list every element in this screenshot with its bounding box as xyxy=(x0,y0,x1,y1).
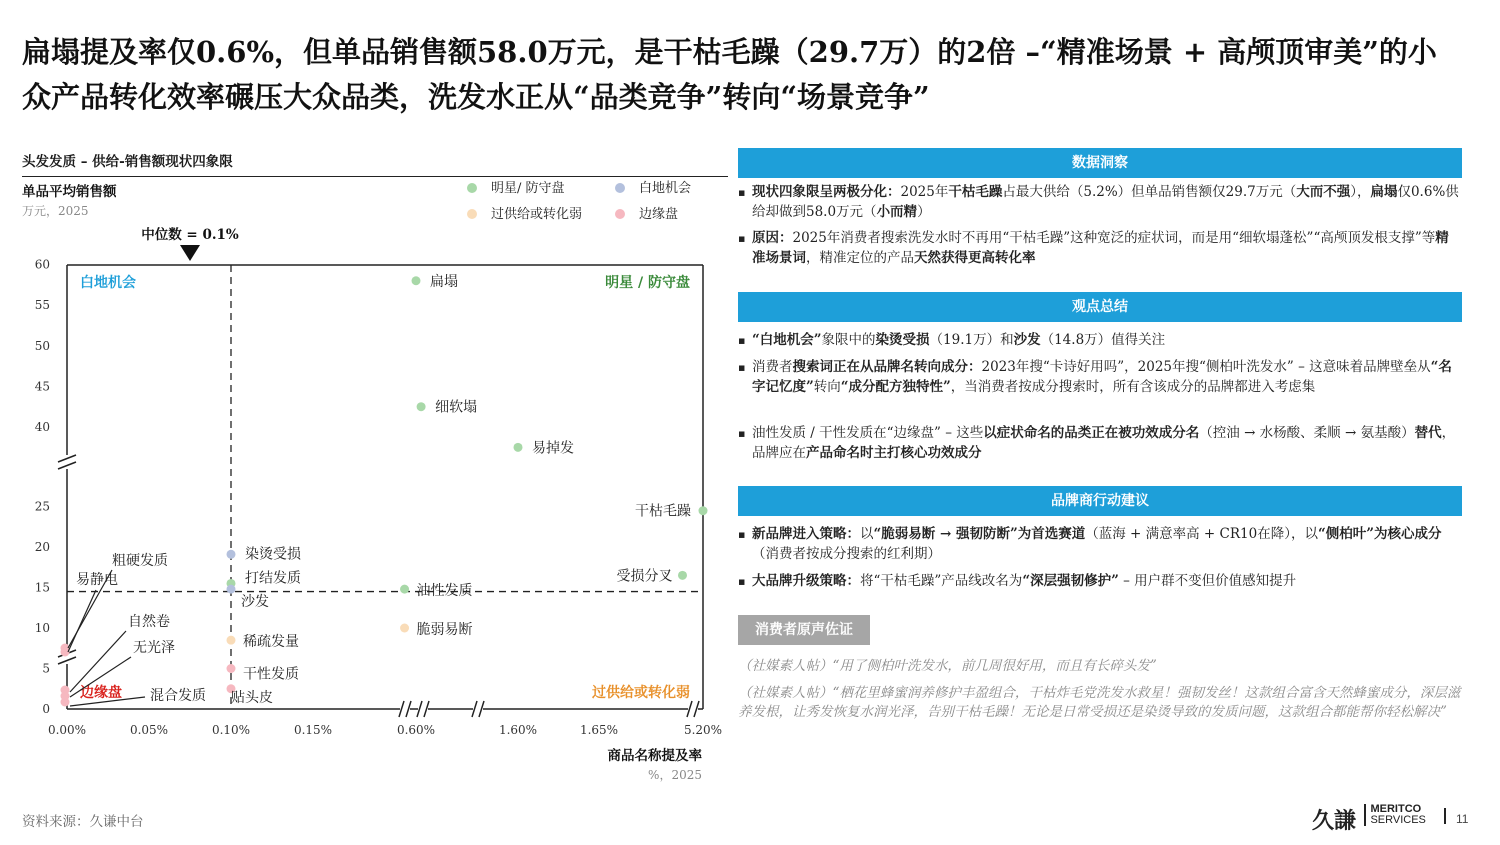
median-marker xyxy=(180,245,200,261)
bullet-text: 占最大供给（5.2%）但单品销售额仅29.7万元（ xyxy=(1002,184,1297,200)
summary-bullet-2 xyxy=(752,358,1462,397)
bullet-text: 搜索词正在从品牌名转向成分： xyxy=(792,359,982,375)
point-label: 贴头皮 xyxy=(231,689,273,706)
point-label: 油性发质 xyxy=(416,583,473,600)
legend-label: 明星/ 防守盘 xyxy=(491,181,565,196)
point-label: 染烫受损 xyxy=(245,546,301,563)
bullet-text: 天然获得更高转化率 xyxy=(914,249,1036,266)
point-label: 脆弱易断 xyxy=(416,622,473,638)
y-tick-label: 55 xyxy=(34,298,50,313)
source-note: 资料来源：久谦中台 xyxy=(22,814,144,830)
y-tick-label: 20 xyxy=(34,540,50,554)
bullet-text: （蓝海 + 满意率高 + CR10在降），以 xyxy=(1085,526,1318,542)
quadrant-top-left: 白地机会 xyxy=(80,275,136,291)
quote-2: （社媒素人帖）“栖花里蜂蜜润养修护丰盈组合，干枯炸毛党洗发水救星！强韧发丝！这款组合富含天然蜂蜜成分，深层滋养发根，让秀发恢复水润光泽，告别干枯毛躁！无论是日常受损还是染烫导致的发质问题，这款组合都能帮你轻松解决” xyxy=(738,685,1461,720)
bullet-text: 染烫受损 xyxy=(875,332,930,348)
bullet-text: 将“干枯毛躁”产品线改名为 xyxy=(860,573,1023,589)
point-label: 易掉发 xyxy=(532,440,574,457)
y-tick-label: 10 xyxy=(34,621,50,635)
bullet-text: （消费者按成分搜索的红利期） xyxy=(752,545,941,562)
chart-header: 头发发质 – 供给-销售额现状四象限 xyxy=(22,150,728,177)
bullet-text: （14.8万）值得关注 xyxy=(1040,332,1166,348)
bullet-text: 2025年 xyxy=(900,184,949,200)
data-point xyxy=(400,585,409,594)
bullet-text: 产品命名时主打核心功效成分 xyxy=(806,444,982,461)
legend-label: 边缘盘 xyxy=(639,207,679,222)
point-label: 干性发质 xyxy=(243,666,299,683)
data-point xyxy=(514,443,523,452)
action-heading: 品牌商行动建议 xyxy=(738,486,1462,516)
bullet-text: ，精准定位的产品 xyxy=(806,249,914,266)
bullet-text: 转向 xyxy=(813,378,841,395)
quote-1: （社媒素人帖）“用了侧柏叶洗发水，前几周很好用，而且有长碎头发” xyxy=(738,658,1157,674)
legend-marker xyxy=(467,183,477,193)
bullet-text: 干枯毛躁 xyxy=(948,184,1003,200)
median-label: 中位数 = 0.1% xyxy=(141,227,239,243)
data-point xyxy=(227,550,236,559)
insight-heading: 数据洞察 xyxy=(738,148,1462,178)
summary-bullet-3 xyxy=(752,424,1462,463)
bullet-text: 以症状命名的品类正在被功效成分名 xyxy=(983,425,1200,441)
y-axis-title: 单品平均销售额 xyxy=(22,184,117,200)
bullet-text: 现状四象限呈两极分化： xyxy=(752,184,901,200)
bullet-text: ） xyxy=(917,203,931,220)
y-tick-label: 45 xyxy=(34,379,50,394)
bullet-text: 2023年搜“卡诗好用吗”，2025年搜“侧柏叶洗发水” – 这意味着品牌壁垒从 xyxy=(981,359,1431,375)
x-tick-label: 0.60% xyxy=(396,723,436,737)
summary-bullet-1 xyxy=(752,331,1462,351)
data-point xyxy=(400,624,409,633)
x-tick-label: 0.10% xyxy=(211,723,251,737)
bullet-text: 消费者 xyxy=(752,359,793,375)
data-point xyxy=(227,636,236,645)
action-bullet-1 xyxy=(752,525,1462,564)
bullet-text: 沙发 xyxy=(1013,332,1041,348)
y-tick-label: 40 xyxy=(34,420,50,434)
bullet-text: （控油 → 水杨酸、柔顺 → 氨基酸） xyxy=(1199,425,1415,441)
point-label: 稀疏发量 xyxy=(243,634,299,651)
bullet-text: – 用户群不变但价值感知提升 xyxy=(1118,573,1297,589)
data-point xyxy=(412,276,421,285)
bullet-text: “白地机会” xyxy=(752,332,822,348)
bullet-text: “深层强韧修护” xyxy=(1022,573,1119,589)
data-point xyxy=(699,506,708,515)
bullet-text: 象限中的 xyxy=(821,332,876,348)
quadrant-top-right: 明星 / 防守盘 xyxy=(605,275,690,291)
legend-marker xyxy=(467,209,477,219)
page-title: 扁塌提及率仅0.6%，但单品销售额58.0万元，是干枯毛躁（29.7万）的2倍 –“精准场景 + 高颅顶审美”的小众产品转化效率碾压大众品类，洗发水正从“品类竞争”转向“场景竞争” xyxy=(22,35,1437,114)
legend-label: 过供给或转化弱 xyxy=(491,207,583,222)
bullet-text: “侧柏叶”为核心成分 xyxy=(1317,526,1442,542)
bullet-text: 大而不强 xyxy=(1296,184,1351,200)
y-tick-label: 50 xyxy=(34,338,50,353)
bullet-text: 精准场景词 xyxy=(752,230,1449,266)
y-axis-unit: 万元，2025 xyxy=(22,204,89,218)
x-tick-label: 0.00% xyxy=(47,723,87,737)
quadrant-bottom-right: 过供给或转化弱 xyxy=(592,685,690,701)
legend-marker xyxy=(615,209,625,219)
bullet-text: ，当消费者按成分搜索时，所有含该成分的品牌都进入考虑集 xyxy=(950,378,1316,395)
meritco-logo xyxy=(1312,804,1446,835)
bullet-text: 2025年消费者搜索洗发水时不再用“干枯毛躁”这种宽泛的症状词，而是用“细软塌蓬松”“高颅顶发根支撑”等 xyxy=(792,230,1436,246)
bullet-text: 替代 xyxy=(1414,425,1442,441)
bullet-text: 大品牌升级策略： xyxy=(752,573,860,589)
x-axis-title: 商品名称提及率 xyxy=(607,748,702,764)
bullet-text: ，品牌应在 xyxy=(752,425,1456,461)
bullet-text: （19.1万）和 xyxy=(929,332,1014,348)
data-point xyxy=(227,585,236,594)
data-point xyxy=(61,698,70,707)
action-bullet-2 xyxy=(752,572,1462,592)
bullet-text: 扁塌 xyxy=(1370,184,1398,200)
y-tick-label: 60 xyxy=(34,257,50,272)
bullet-text: 新品牌进入策略： xyxy=(752,526,860,542)
quadrant-bottom-left: 边缘盘 xyxy=(80,685,122,701)
point-label: 干枯毛躁 xyxy=(635,503,691,520)
leader-line xyxy=(70,631,126,692)
y-tick-label: 0 xyxy=(42,702,50,716)
bullet-text: “名字记忆度” xyxy=(752,359,1452,395)
y-tick-label: 25 xyxy=(34,499,50,514)
consumer-voice-tag: 消费者原声佐证 xyxy=(738,615,870,645)
point-label: 易静电 xyxy=(76,572,118,588)
data-point xyxy=(417,402,426,411)
insight-bullet-2 xyxy=(752,229,1462,268)
x-tick-label: 1.60% xyxy=(498,723,538,737)
x-tick-label: 1.65% xyxy=(579,723,619,737)
bullet-text: ）， xyxy=(1350,184,1371,200)
point-label: 自然卷 xyxy=(128,614,170,630)
bullet-text: 仅0.6%供给却做到58.0万元（ xyxy=(752,184,1459,220)
x-tick-label: 5.20% xyxy=(683,723,723,737)
point-label: 无光泽 xyxy=(133,640,175,656)
point-label: 混合发质 xyxy=(150,688,206,704)
point-label: 沙发 xyxy=(241,594,269,611)
bullet-text: 以 xyxy=(860,526,874,542)
data-point xyxy=(678,571,687,580)
bullet-text: 油性发质 / 干性发质在“边缘盘” – 这些 xyxy=(752,425,984,441)
legend-label: 白地机会 xyxy=(639,181,692,196)
y-tick-label: 5 xyxy=(42,661,50,676)
bullet-text: 小而精 xyxy=(876,203,918,220)
y-tick-label: 15 xyxy=(34,580,50,595)
logo-cn: 久謙 xyxy=(1312,808,1357,834)
point-label: 打结发质 xyxy=(245,570,301,587)
logo-en2: SERVICES xyxy=(1370,814,1426,826)
point-label: 粗硬发质 xyxy=(112,553,168,569)
bullet-text: “成分配方独特性” xyxy=(840,378,951,395)
bullet-text: 原因： xyxy=(752,230,793,246)
leader-line xyxy=(68,590,96,652)
x-tick-label: 0.15% xyxy=(293,723,333,737)
legend-marker xyxy=(615,183,625,193)
point-label: 扁塌 xyxy=(430,273,458,290)
x-tick-label: 0.05% xyxy=(129,723,169,737)
insight-bullet-1 xyxy=(752,183,1462,222)
summary-heading: 观点总结 xyxy=(738,292,1462,322)
data-point xyxy=(227,664,236,673)
bullet-text: “脆弱易断 → 强韧防断”为首选赛道 xyxy=(873,526,1086,542)
page-number: 11 xyxy=(1456,812,1469,826)
x-axis-unit: %，2025 xyxy=(648,768,702,782)
logo-en1: MERITCO xyxy=(1370,803,1422,815)
point-label: 受损分叉 xyxy=(616,568,673,585)
point-label: 细软塌 xyxy=(435,399,478,416)
